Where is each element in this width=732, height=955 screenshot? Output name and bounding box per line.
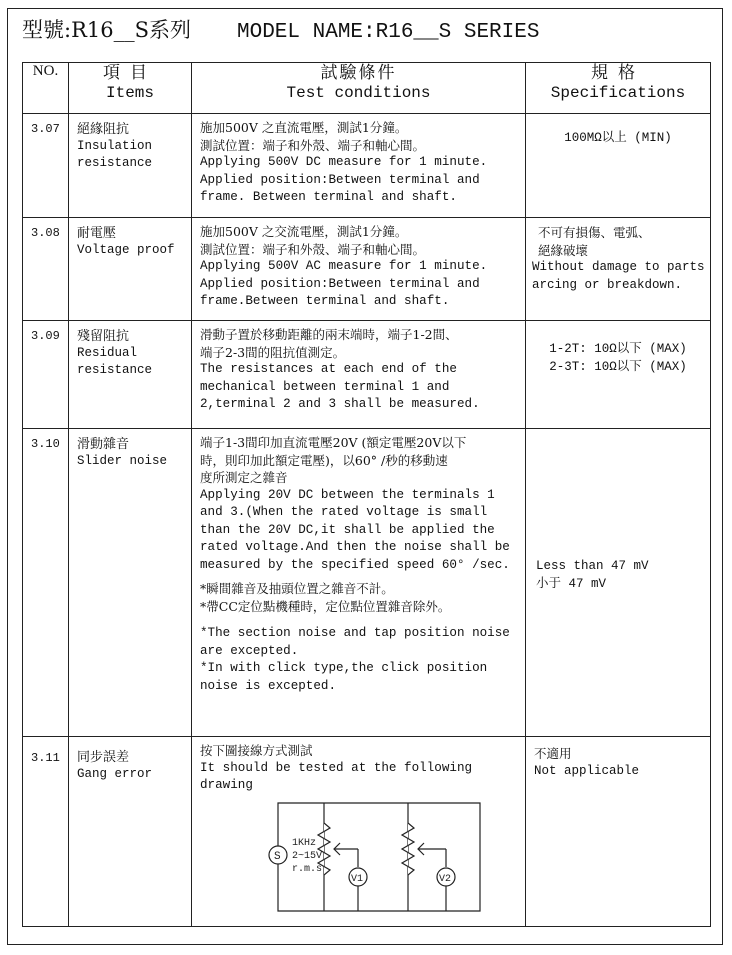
item-en: Gang error [77,767,153,781]
header-no: NO. [23,63,69,114]
header-specifications [526,63,711,114]
spec-zh: 不可有損傷、電弧、 絕緣破壞 [538,225,651,258]
source-rms: r.m.s [292,863,323,875]
row-spec [526,114,711,218]
item-zh: 殘留阻抗 [77,329,130,344]
spec-line-1: 1-2T: 10Ω以下 (MAX) [549,342,687,356]
item-en: Residual resistance [77,346,153,377]
spec-zh: 小于 47 mV [536,576,607,591]
page-title [22,14,539,44]
source-label: S [274,850,281,863]
row-number: 3.10 [23,429,69,737]
header-spec-en: Specifications [550,84,686,102]
gang-error-circuit-diagram [250,801,490,919]
header-items [69,63,192,114]
spec-en: Without damage to parts arcing or breakdown. [532,260,705,292]
row-spec [526,218,711,321]
row-item [69,321,192,429]
row-condition [192,114,526,218]
row-item [69,218,192,321]
spec-en: Not applicable [534,763,640,778]
item-zh: 同步誤差 [77,750,130,765]
header-items-en: Items [105,84,154,102]
header-items-zh: 項目 [103,63,157,83]
header-cond-en: Test conditions [286,84,431,102]
item-zh: 耐電壓 [77,226,117,241]
spec-table [22,62,711,927]
row-condition [192,429,526,737]
source-freq: 1KHz [292,837,317,849]
row-condition [192,321,526,429]
row-item [69,114,192,218]
voltmeter-1-label: V1 [351,873,364,885]
item-zh: 滑動雜音 [77,437,130,452]
spec-en: Less than 47 mV [536,559,649,573]
item-en: Insulation resistance [77,139,153,170]
row-spec [526,429,711,737]
cond-zh: 施加500V 之直流電壓，測試1分鐘。 測試位置：端子和外殼、端子和軸心間。 [200,120,426,153]
row-item [69,429,192,737]
cond-en: Applying 20V DC between the terminals 1 and 3.(When the rated voltage is small than the 20V DC,it shall be applied the rated voltage.And then the noise shall be measured by the specified speed 60° /sec. [200,487,510,572]
cond-en: It should be tested at the following drawing [200,760,473,792]
row-spec [526,737,711,927]
row-condition [192,737,526,927]
item-en: Slider noise [77,454,168,468]
cond-zh: 施加500V 之交流電壓，測試1分鐘。 測試位置：端子和外殼、端子和軸心間。 [200,224,426,257]
cond-en: Applying 500V DC measure for 1 minute. Applied position:Between terminal and frame. Between terminal and shaft. [200,155,488,204]
row-number: 3.11 [23,737,69,927]
header-cond-zh: 試驗條件 [320,63,397,83]
spec-zh: 不適用 [534,746,572,761]
item-en: Voltage proof [77,243,175,257]
row-item [69,737,192,927]
table-row [23,429,711,737]
row-condition [192,218,526,321]
item-zh: 絕緣阻抗 [77,122,130,137]
cond-zh: 按下圖接線方式測試 [200,743,313,758]
header-spec-zh: 規格 [591,63,645,83]
note-en: *The section noise and tap position noise are excepted. *In with click type,the click position noise is excepted. [200,626,510,693]
row-number: 3.07 [23,114,69,218]
title-zh: 型號:R16__S系列 [22,18,191,42]
note-zh: *瞬間雜音及抽頭位置之雜音不計。 *帶CC定位點機種時，定位點位置雜音除外。 [200,581,451,614]
cond-en: Applying 500V AC measure for 1 minute. Applied position:Between terminal and frame.Between terminal and shaft. [200,259,488,308]
row-spec [526,321,711,429]
voltmeter-2-label: V2 [439,873,452,885]
spec-value: 100MΩ以上 (MIN) [564,131,672,145]
table-row [23,737,711,927]
source-voltage: 2~15V [292,850,323,862]
cond-en: The resistances at each end of the mechanical between terminal 1 and 2,terminal 2 and 3 shall be measured. [200,362,480,411]
header-row [23,63,711,114]
table-row [23,321,711,429]
title-model: MODEL NAME:R16__S SERIES [237,21,540,44]
row-number: 3.08 [23,218,69,321]
spec-line-2: 2-3T: 10Ω以下 (MAX) [549,359,687,374]
cond-zh: 滑動子置於移動距離的兩末端時，端子1-2間、 端子2-3間的阻抗值測定。 [200,327,458,360]
header-conditions [192,63,526,114]
cond-zh: 端子1-3間印加直流電壓20V (額定電壓20V以下 時，則印加此額定電壓)，以60° /秒的移動速 度所測定之雜音 [200,435,467,485]
potentiometer-2 [402,823,414,875]
table-row [23,114,711,218]
row-number: 3.09 [23,321,69,429]
table-row [23,218,711,321]
